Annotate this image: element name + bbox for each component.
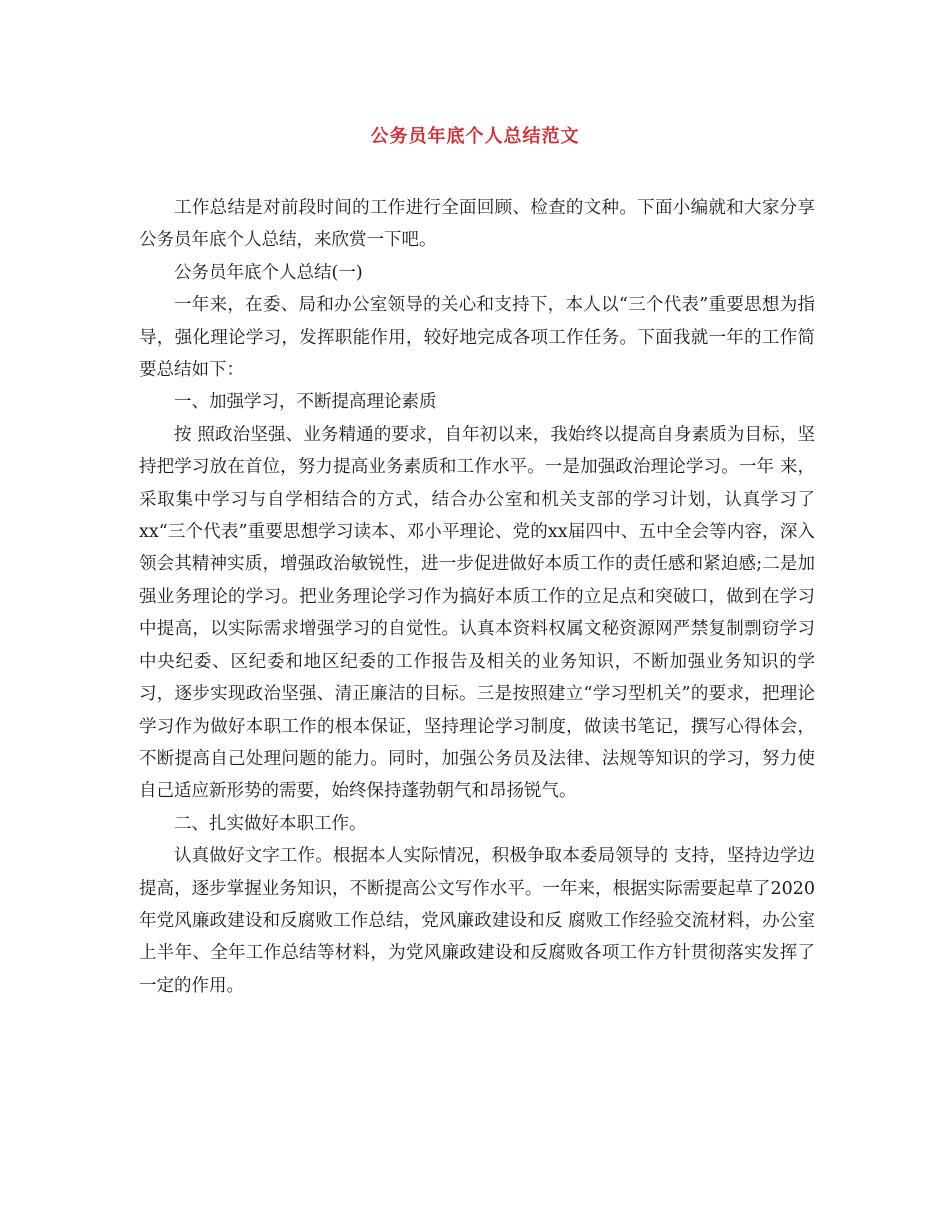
- body-paragraph: 按 照政治坚强、业务精通的要求，自年初以来，我始终以提高自身素质为目标，坚持把学习放在首位，努力提高业务素质和工作水平。一是加强政治理论学习。一年 来，采取集中学习与自学相结合的方式，结合办公室和机关支部的学习计划，认真学习了xx“三个代表”重要思想学习读本、邓小平理论、党的xx届四中、五中全会等内容，深入领会其精神实质，增强政治敏锐性，进一步促进做好本质工作的责任感和紧迫感;二是加强业务理论的学习。把业务理论学习作为搞好本质工作的立足点和突破口，做到在学习中提高，以实际需求增强学习的自觉性。认真本资料权属文秘资源网严禁复制剽窃学习中央纪委、区纪委和地区纪委的工作报告及相关的业务知识，不断加强业务知识的学习，逐步实现政治坚强、清正廉洁的目标。三是按照建立“学习型机关”的要求，把理论学习作为做好本职工作的根本保证，坚持理论学习制度，做读书笔记，撰写心得体会，不断提高自己处理问题的能力。同时，加强公务员及法律、法规等知识的学习，努力使自己适应新形势的需要，始终保持蓬勃朝气和昂扬锐气。: [139, 424, 815, 802]
- subsection-heading: 一、加强学习，不断提高理论素质: [174, 392, 437, 413]
- subsection-heading: 二、扎实做好本职工作。: [174, 813, 367, 834]
- section-heading: 公务员年底个人总结(一): [174, 262, 363, 283]
- body-paragraph: 认真做好文字工作。根据本人实际情况，积极争取本委局领导的 支持，坚持边学边提高，逐步掌握业务知识，不断提高公文写作水平。一年来，根据实际需要起草了2020年党风廉政建设和反腐败工作总结，党风廉政建设和反 腐败工作经验交流材料，办公室上半年、全年工作总结等材料，为党风廉政建设和反腐败各项工作方针贯彻落实发挥了一定的作用。: [139, 846, 815, 996]
- body-paragraph: 一年来，在委、局和办公室领导的关心和支持下，本人以“三个代表”重要思想为指导，强化理论学习，发挥职能作用，较好地完成各项工作任务。下面我就一年的工作简要总结如下：: [139, 295, 815, 381]
- intro-paragraph: 工作总结是对前段时间的工作进行全面回顾、检查的文种。下面小编就和大家分享公务员年底个人总结，来欣赏一下吧。: [139, 198, 815, 251]
- document-body: [139, 192, 815, 1002]
- document-title: 公务员年底个人总结范文: [370, 126, 580, 147]
